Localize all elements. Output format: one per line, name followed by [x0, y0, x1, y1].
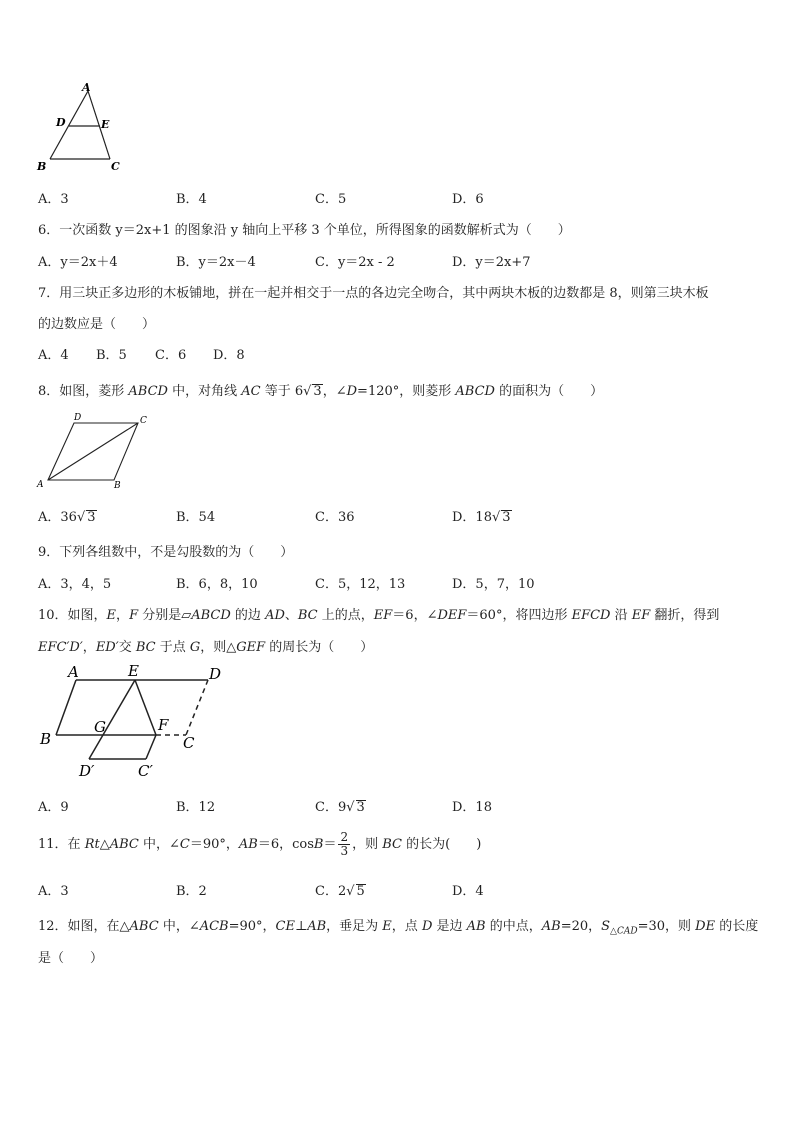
q12-ce-perp-ab: CE⊥AB — [275, 919, 327, 934]
q5-option-b[interactable]: B．4 — [176, 192, 207, 207]
q9-option-c[interactable]: C．5，12，13 — [315, 577, 406, 592]
q11-option-c-radicand: 5 — [356, 884, 365, 899]
q12-text-f: ，点 — [391, 919, 422, 934]
q6-option-b[interactable]: B．y＝2x－4 — [176, 255, 256, 270]
q8-sqrt-sign: √ — [303, 384, 312, 399]
label-A: A — [68, 663, 79, 681]
label-A: A — [37, 480, 44, 490]
q10-def: DEF — [437, 608, 467, 623]
label-D: D — [74, 413, 82, 423]
q10-option-c-label: C．9 — [315, 800, 347, 815]
q10-text-h: ＝60°，将四边形 — [466, 608, 572, 623]
q10-text-c: 分别是▱ — [138, 608, 192, 623]
q5-option-a[interactable]: A．3 — [38, 192, 69, 207]
q12-s-subscript: △CAD — [610, 926, 638, 937]
q8-rhombus-figure — [34, 408, 164, 492]
q11-text-d: ＝90°， — [189, 837, 239, 852]
q10-ef: EF — [373, 608, 393, 623]
q8-stem — [38, 380, 603, 399]
q8-option-d[interactable] — [452, 506, 512, 525]
q10-text-g: ＝6，∠ — [392, 608, 438, 623]
q8-abcd2: ABCD — [455, 384, 495, 399]
q11-bc: BC — [382, 837, 402, 852]
q10-abcd: ABCD — [191, 608, 231, 623]
q12-s: S — [601, 919, 611, 934]
q8-option-a-label: A．36 — [38, 510, 77, 525]
q10-text-a: 10．如图， — [38, 608, 107, 623]
q10-option-c[interactable] — [315, 796, 366, 815]
q10-text-f: 上的点， — [317, 608, 374, 623]
q10-f: F — [129, 608, 139, 623]
q8-ac: AC — [241, 384, 261, 399]
label-A: A — [82, 81, 91, 94]
q8-option-a-radicand: 3 — [87, 510, 96, 525]
q12-text-h: 的中点， — [485, 919, 542, 934]
q11-text-e: ＝6，cos — [257, 837, 314, 852]
q12-text-j: =30，则 — [637, 919, 696, 934]
line-FC-prime — [146, 735, 156, 759]
q10-gef: GEF — [236, 640, 266, 655]
q8-abcd: ABCD — [128, 384, 168, 399]
q10-text-d: 的边 — [230, 608, 266, 623]
label-F: F — [158, 716, 169, 734]
q10-option-c-radicand: 3 — [356, 800, 365, 815]
q10-ed-prime: ED′ — [95, 640, 119, 655]
q5-triangle-figure — [34, 80, 134, 180]
line-DC-dashed — [186, 680, 208, 735]
q11-fraction — [338, 831, 350, 858]
q7-option-c[interactable]: C．6 — [155, 348, 187, 363]
q12-ab2: AB — [541, 919, 561, 934]
q10-stem-line1 — [38, 604, 719, 623]
q10-stem-line2 — [38, 636, 373, 655]
q6-option-c[interactable]: C．y＝2x - 2 — [315, 255, 395, 270]
q10-efcd: EFCD — [571, 608, 611, 623]
label-D: D — [56, 116, 66, 129]
q8-option-c[interactable]: C．36 — [315, 510, 355, 525]
q11-option-c-sqrt-sign: √ — [346, 884, 355, 899]
q11-fraction-denominator: 3 — [340, 844, 349, 858]
q10-text-n: ，则△ — [200, 640, 237, 655]
label-D: D — [209, 665, 222, 683]
q12-triangle-abc: △ABC — [119, 919, 159, 934]
q12-text-b: 中，∠ — [158, 919, 200, 934]
q11-option-c-label: C．2 — [315, 884, 347, 899]
label-B: B — [114, 481, 121, 491]
label-G: G — [94, 718, 106, 736]
q11-text-b: 中，∠ — [138, 837, 180, 852]
q12-text-d: ，垂足为 — [326, 919, 383, 934]
q12-text-i: =20， — [560, 919, 602, 934]
q8-stem-prefix: 8．如图，菱形 — [38, 384, 129, 399]
label-C: C — [140, 416, 147, 426]
q12-e: E — [382, 919, 392, 934]
label-B: B — [40, 730, 52, 748]
line-AB — [56, 680, 76, 735]
q11-ab: AB — [238, 837, 258, 852]
q9-option-b[interactable]: B．6，8，10 — [176, 577, 258, 592]
q10-parallelogram-figure — [36, 660, 236, 785]
q10-option-c-sqrt-sign: √ — [346, 800, 355, 815]
q12-ab: AB — [466, 919, 486, 934]
q8-option-d-radicand: 3 — [502, 510, 511, 525]
q12-text-a: 12．如图，在 — [38, 919, 120, 934]
q9-option-d[interactable]: D．5，7，10 — [452, 577, 535, 592]
label-C: C — [183, 734, 195, 752]
q10-text-m: 于点 — [155, 640, 190, 655]
q10-ef2: EF — [631, 608, 651, 623]
q8-option-a[interactable] — [38, 506, 97, 525]
q8-stem-mid2: 等于 6 — [260, 384, 304, 399]
q12-d: D — [421, 919, 433, 934]
q7-stem-line1: 7．用三块正多边形的木板铺地，拼在一起并相交于一点的各边完全吻合，其中两块木板的边数都是 8，则第三块木板 — [38, 286, 709, 301]
q6-option-d[interactable]: D．y＝2x+7 — [452, 255, 531, 270]
q11-option-d[interactable]: D．4 — [452, 884, 484, 899]
q10-option-b[interactable]: B．12 — [176, 800, 216, 815]
q10-bc: BC — [297, 608, 318, 623]
q11-text-f: ＝ — [323, 837, 337, 852]
q5-option-c[interactable]: C．5 — [315, 192, 347, 207]
q12-de: DE — [695, 919, 716, 934]
q8-stem-mid3: ，∠ — [322, 384, 347, 399]
q8-d: D — [346, 384, 358, 399]
q10-ad: AD — [265, 608, 285, 623]
q10-text-l: 交 — [118, 640, 136, 655]
q9-stem: 9．下列各组数中，不是勾股数的为（ ） — [38, 545, 294, 560]
q9-option-a[interactable]: A．3，4，5 — [38, 577, 112, 592]
q10-option-a[interactable]: A．9 — [38, 800, 69, 815]
q10-bc2: BC — [135, 640, 156, 655]
q10-text-j: 翻折，得到 — [650, 608, 720, 623]
q10-efcd-prime: EFC′D′ — [38, 640, 83, 655]
label-E: E — [101, 118, 110, 131]
q10-text-o: 的周长为（ ） — [265, 640, 374, 655]
q10-text-b: ， — [116, 608, 130, 623]
q8-stem-mid4: =120°，则菱形 — [357, 384, 456, 399]
q11-text-a: 11．在 — [38, 837, 85, 852]
q10-g: G — [189, 640, 201, 655]
q11-fraction-numerator: 2 — [340, 830, 349, 844]
q11-c: C — [179, 837, 190, 852]
q10-e: E — [106, 608, 117, 623]
q6-stem: 6．一次函数 y＝2x+1 的图象沿 y 轴向上平移 3 个单位，所得图象的函数解析式为（ ） — [38, 223, 571, 238]
label-B: B — [37, 160, 47, 173]
q8-stem-mid1: 中，对角线 — [167, 384, 242, 399]
q8-option-b[interactable]: B．54 — [176, 510, 216, 525]
q8-option-d-sqrt-sign: √ — [491, 510, 501, 525]
q11-stem — [38, 828, 481, 862]
q10-text-e: 、 — [284, 608, 298, 623]
q7-stem-line2: 的边数应是（ ） — [38, 317, 156, 332]
q10-option-d[interactable]: D．18 — [452, 800, 492, 815]
q8-sqrt-radicand: 3 — [313, 384, 322, 399]
q11-text-h: 的长为( ) — [401, 837, 482, 852]
q12-stem-line1 — [38, 915, 758, 937]
q11-b: B — [313, 837, 324, 852]
q6-option-a[interactable]: A．y＝2x＋4 — [38, 255, 118, 270]
label-D-prime: D′ — [79, 762, 95, 780]
q5-option-d[interactable]: D．6 — [452, 192, 484, 207]
q8-option-d-label: D．18 — [452, 510, 492, 525]
q11-option-a[interactable]: A．3 — [38, 884, 69, 899]
q12-acb: ACB — [199, 919, 229, 934]
q12-text-c: =90°， — [228, 919, 276, 934]
label-C-prime: C′ — [138, 762, 153, 780]
q11-option-c[interactable] — [315, 880, 366, 899]
label-E: E — [128, 662, 139, 680]
q7-option-d[interactable]: D．8 — [213, 348, 245, 363]
q11-rt-abc: Rt△ABC — [84, 837, 139, 852]
q8-option-a-sqrt-sign: √ — [76, 510, 86, 525]
label-C: C — [111, 160, 120, 173]
q12-text-g: 是边 — [432, 919, 467, 934]
q11-option-b[interactable]: B．2 — [176, 884, 207, 899]
q8-stem-suffix: 的面积为（ ） — [494, 384, 604, 399]
q10-text-k: ， — [82, 640, 96, 655]
q7-option-a[interactable]: A．4 — [38, 348, 69, 363]
q11-text-g: ，则 — [352, 837, 383, 852]
q7-option-b[interactable]: B．5 — [96, 348, 127, 363]
q10-text-i: 沿 — [610, 608, 632, 623]
q12-stem-line2: 是（ ） — [38, 951, 104, 966]
line-EF — [135, 680, 156, 735]
q12-text-k: 的长度 — [715, 919, 759, 934]
